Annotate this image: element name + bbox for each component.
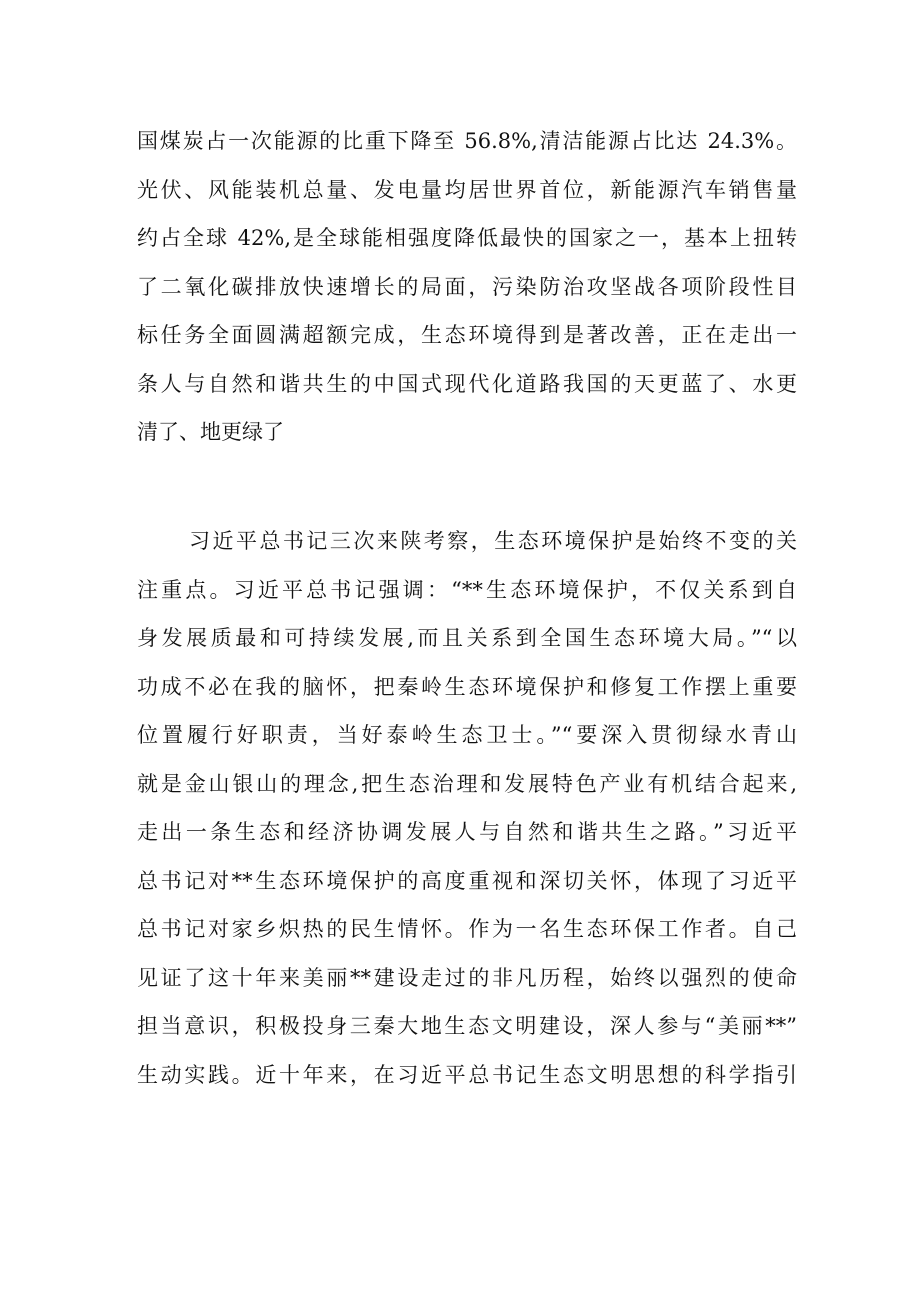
text-line: 约占全球 42%,是全球能相强度降低最快的国家之一，基本上扭转 <box>137 226 797 250</box>
paragraph-2 <box>137 517 797 1099</box>
text-line: 光伏、风能装机总量、发电量均居世界首位，新能源汽车销售量 <box>137 177 797 202</box>
text-line: 条人与自然和谐共生的中国式现代化道路我国的天更蓝了、水更 <box>137 371 797 396</box>
text-line: 位置履行好职责，当好泰岭生态卫士。”“要深入贯彻绿水青山 <box>137 723 797 747</box>
text-line: 习近平总书记三次来陕考察，生态环境保护是始终不变的关 <box>189 529 797 553</box>
text-line: 清了、地更绿了 <box>137 420 284 444</box>
text-line: 功成不必在我的脑怀，把秦岭生态环境保护和修复工作摆上重要 <box>137 674 797 699</box>
text-line: 生动实践。近十年来，在习近平总书记生态文明思想的科学指引 <box>137 1062 797 1087</box>
text-line: 总书记对**生态环境保护的高度重视和深切关怀，体现了习近平 <box>137 868 797 893</box>
text-line: 就是金山银山的理念,把生态治理和发展特色产业有机结合起来, <box>137 771 797 796</box>
text-line: 见证了这十年来美丽**建设走过的非凡历程，始终以强烈的使命 <box>137 965 797 990</box>
text-line: 身发展质最和可持续发展,而且关系到全国生态环境大局。”“以 <box>137 626 797 650</box>
text-line: 走出一条生态和经济协调发展人与自然和谐共生之路。”习近平 <box>137 820 797 844</box>
text-line: 担当意识，积极投身三秦大地生态文明建设，深人参与“美丽**” <box>137 1014 797 1038</box>
paragraph-1 <box>137 117 797 457</box>
text-line: 了二氧化碳排放快速增长的局面，污染防治攻坚战各项阶段性目 <box>137 274 797 299</box>
text-line: 注重点。习近平总书记强调：“**生态环境保护，不仅关系到自 <box>137 577 797 602</box>
text-line: 国煤炭占一次能源的比重下降至 56.8%,清洁能源占比达 24.3%。 <box>137 129 797 153</box>
text-line: 标任务全面圆满超额完成，生态环境得到是著改善，正在走出一 <box>137 323 797 347</box>
text-line: 总书记对家乡炽热的民生情怀。作为一名生态环保工作者。自己 <box>137 917 797 941</box>
